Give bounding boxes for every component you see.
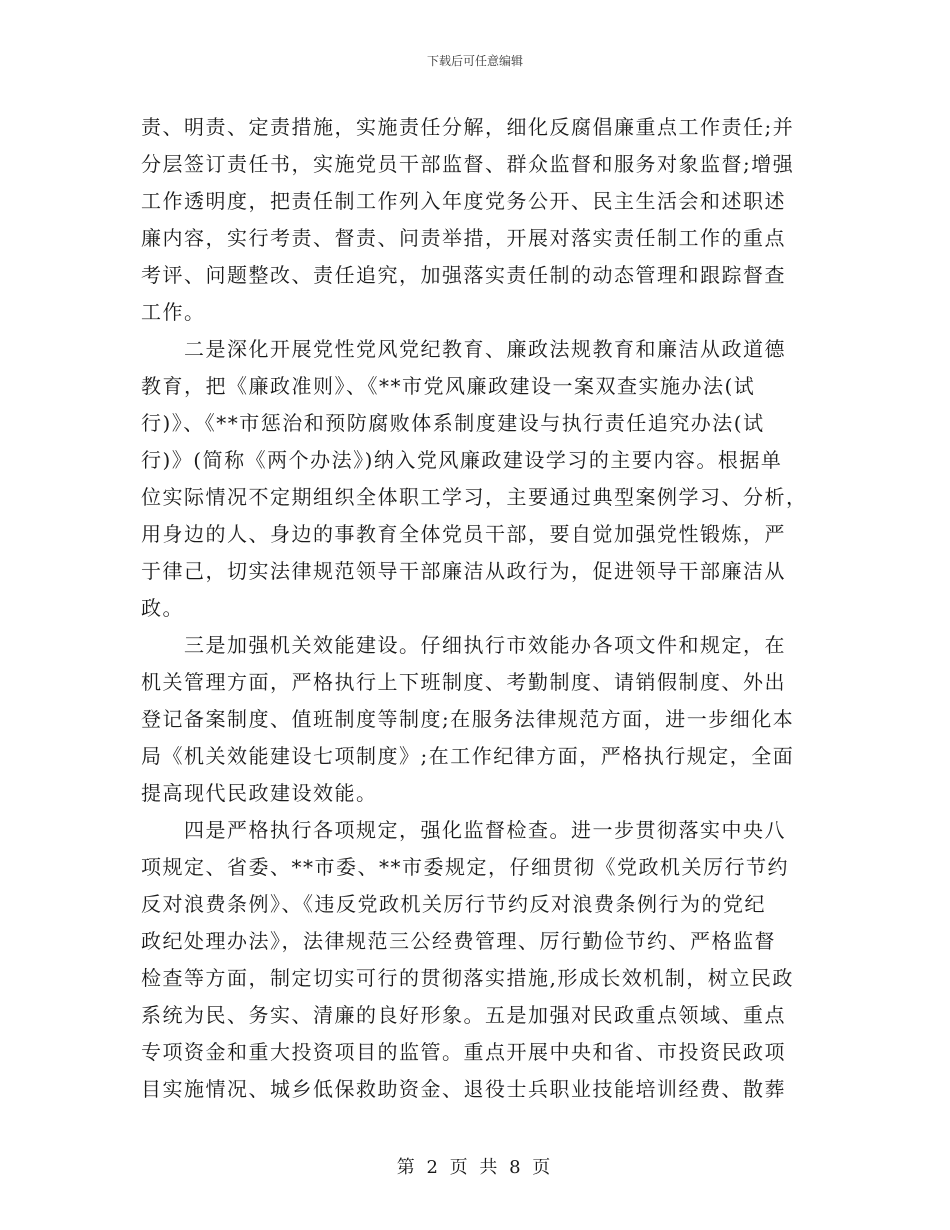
body-line: 考评、问题整改、责任追究，加强落实责任制的动态管理和跟踪督查 (141, 263, 786, 287)
body-line: 于律己，切实法律规范领导干部廉洁从政行为，促进领导干部廉洁从 (141, 559, 786, 583)
body-line: 工作。 (141, 300, 206, 324)
body-line: 提高现代民政建设效能。 (141, 781, 378, 805)
body-line: 项规定、省委、**市委、**市委规定，仔细贯彻《党政机关厉行节约 (141, 855, 789, 879)
body-line: 检查等方面，制定切实可行的贯彻落实措施,形成长效机制，树立民政 (141, 966, 794, 990)
body-line: 行)》(简称《两个办法》)纳入党风廉政建设学习的主要内容。根据单 (141, 448, 783, 472)
body-line: 登记备案制度、值班制度等制度;在服务法律规范方面，进一步细化本 (141, 707, 795, 731)
body-line: 局《机关效能建设七项制度》;在工作纪律方面，严格执行规定，全面 (141, 744, 795, 768)
body-line: 政。 (141, 596, 184, 620)
body-line: 机关管理方面，严格执行上下班制度、考勤制度、请销假制度、外出 (141, 670, 786, 694)
body-line: 用身边的人、身边的事教育全体党员干部，要自觉加强党性锻炼，严 (141, 522, 786, 546)
body-line: 政纪处理办法》，法律规范三公经费管理、厉行勤俭节约、严格监督 (141, 929, 776, 953)
body-line: 教育，把《廉政准则》、《**市党风廉政建设一案双查实施办法(试 (141, 374, 756, 398)
body-line: 二是深化开展党性党风党纪教育、廉政法规教育和廉洁从政道德 (141, 337, 786, 361)
body-line: 反对浪费条例》、《违反党政机关厉行节约反对浪费条例行为的党纪 (141, 892, 766, 916)
body-line: 四是严格执行各项规定，强化监督检查。进一步贯彻落实中央八 (141, 818, 786, 842)
page-footer: 第 2 页 共 8 页 (396, 1157, 554, 1178)
body-line: 目实施情况、城乡低保救助资金、退役士兵职业技能培训经费、散葬 (141, 1077, 786, 1101)
body-line: 工作透明度，把责任制工作列入年度党务公开、民主生活会和述职述 (141, 189, 786, 213)
body-line: 专项资金和重大投资项目的监管。重点开展中央和省、市投资民政项 (141, 1040, 786, 1064)
body-line: 行)》、《**市惩治和预防腐败体系制度建设与执行责任追究办法(试 (141, 411, 765, 435)
body-line: 三是加强机关效能建设。仔细执行市效能办各项文件和规定，在 (141, 633, 786, 657)
header-note: 下载后可任意编辑 (426, 54, 523, 68)
body-line: 廉内容，实行考责、督责、问责举措，开展对落实责任制工作的重点 (141, 226, 786, 250)
body-line: 位实际情况不定期组织全体职工学习，主要通过典型案例学习、分析， (141, 485, 808, 509)
body-line: 系统为民、务实、清廉的良好形象。五是加强对民政重点领域、重点 (141, 1003, 786, 1027)
body-line: 责、明责、定责措施，实施责任分解，细化反腐倡廉重点工作责任;并 (141, 115, 795, 139)
body-line: 分层签订责任书，实施党员干部监督、群众监督和服务对象监督;增强 (141, 152, 795, 176)
